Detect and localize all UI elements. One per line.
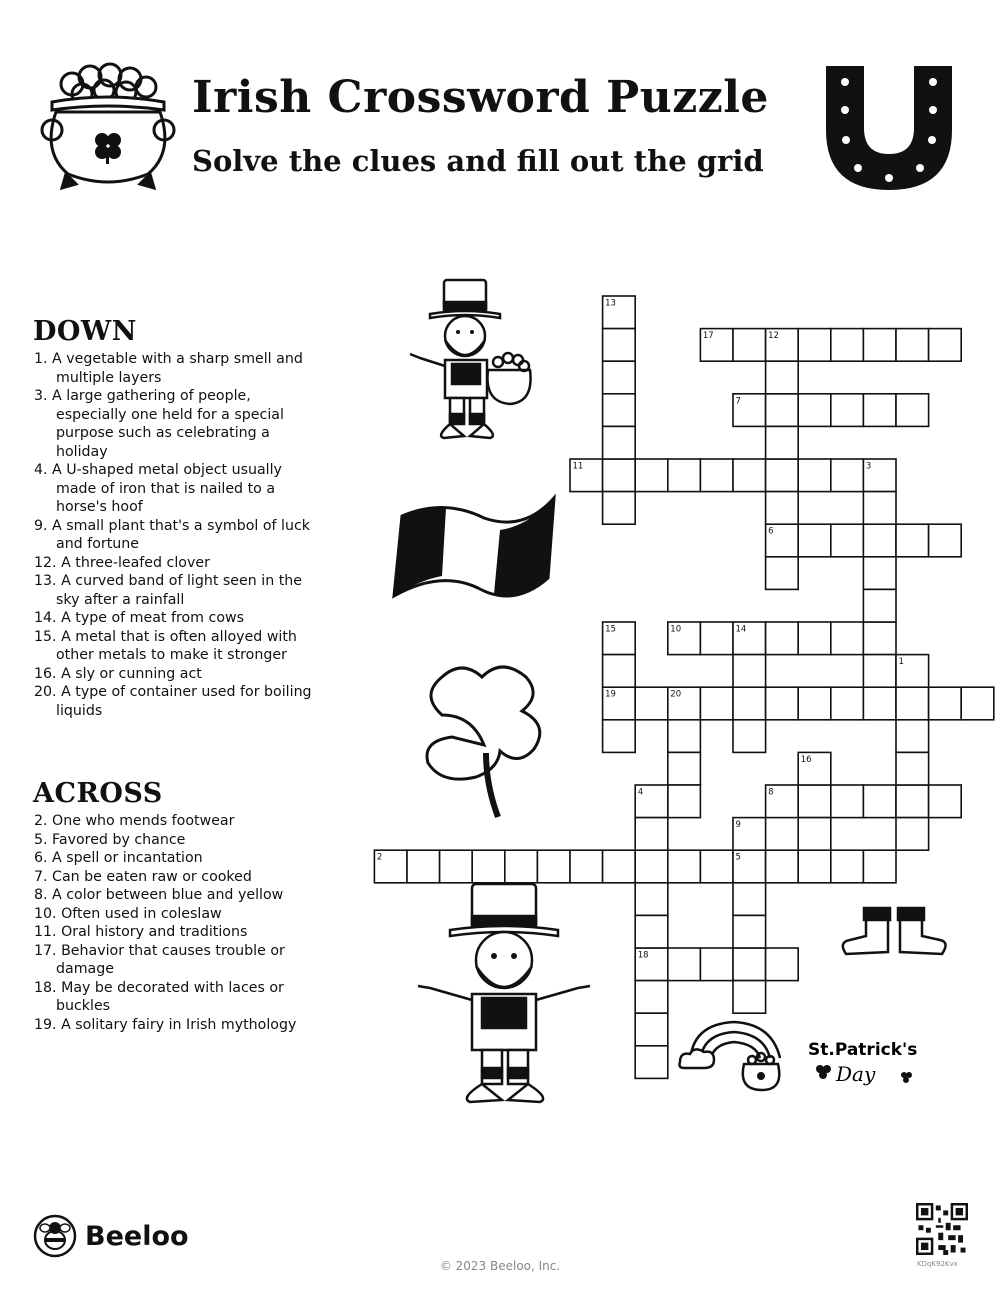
grid-cell[interactable] xyxy=(896,818,929,851)
grid-cell[interactable] xyxy=(668,752,701,785)
down-clue: 14. A type of meat from cows xyxy=(34,610,244,626)
grid-cell[interactable] xyxy=(668,687,701,720)
bee-logo-icon xyxy=(33,1214,77,1258)
clue-number: 7 xyxy=(735,396,741,407)
grid-cell[interactable] xyxy=(700,622,733,655)
grid-cell[interactable] xyxy=(733,687,766,720)
st-patricks-day-sticker xyxy=(806,1033,926,1089)
grid-cell[interactable] xyxy=(603,394,636,427)
grid-cell[interactable] xyxy=(929,785,962,818)
grid-cell[interactable] xyxy=(831,394,864,427)
grid-cell[interactable] xyxy=(863,492,896,525)
clue-number: 10 xyxy=(670,624,682,635)
grid-cell[interactable] xyxy=(896,720,929,753)
copyright: © 2023 Beeloo, Inc. xyxy=(439,1259,561,1273)
grid-cell[interactable] xyxy=(603,850,636,883)
grid-cell[interactable] xyxy=(603,329,636,362)
grid-cell[interactable] xyxy=(505,850,538,883)
grid-cell[interactable] xyxy=(896,655,929,688)
grid-cell[interactable] xyxy=(766,557,799,590)
clue-number: 11 xyxy=(572,461,584,472)
grid-cell[interactable] xyxy=(863,557,896,590)
grid-cell[interactable] xyxy=(863,524,896,557)
grid-cell[interactable] xyxy=(766,785,799,818)
grid-cell[interactable] xyxy=(635,883,668,916)
grid-cell[interactable] xyxy=(831,785,864,818)
clue-number: 14 xyxy=(735,624,747,635)
grid-cell[interactable] xyxy=(863,394,896,427)
grid-cell[interactable] xyxy=(896,785,929,818)
grid-cell[interactable] xyxy=(635,915,668,948)
grid-cell[interactable] xyxy=(766,850,799,883)
grid-cell[interactable] xyxy=(766,524,799,557)
grid-cell[interactable] xyxy=(700,687,733,720)
across-clue: 8. A color between blue and yellow xyxy=(34,887,284,903)
across-clue: 2. One who mends footwear xyxy=(34,813,235,829)
grid-cell[interactable] xyxy=(766,329,799,362)
grid-cell[interactable] xyxy=(766,459,799,492)
down-heading: DOWN xyxy=(33,316,137,347)
grid-cell[interactable] xyxy=(863,655,896,688)
down-clue: 15. A metal that is often alloyed with other metals to make it stronger xyxy=(34,628,297,663)
grid-cell[interactable] xyxy=(668,459,701,492)
grid-cell[interactable] xyxy=(603,655,636,688)
grid-cell[interactable] xyxy=(863,850,896,883)
grid-cell[interactable] xyxy=(766,426,799,459)
grid-cell[interactable] xyxy=(798,818,831,851)
down-clue: 20. A type of container used for boiling liquids xyxy=(34,684,312,719)
grid-cell[interactable] xyxy=(766,361,799,394)
grid-cell[interactable] xyxy=(831,850,864,883)
grid-cell[interactable] xyxy=(831,459,864,492)
clue-number: 13 xyxy=(605,298,616,309)
clue-number: 15 xyxy=(605,624,616,635)
grid-cell[interactable] xyxy=(733,981,766,1014)
grid-cell[interactable] xyxy=(863,589,896,622)
clue-number: 16 xyxy=(800,754,812,765)
grid-cell[interactable] xyxy=(896,687,929,720)
grid-cell[interactable] xyxy=(766,948,799,981)
grid-cell[interactable] xyxy=(733,883,766,916)
grid-cell[interactable] xyxy=(798,622,831,655)
clue-number: 12 xyxy=(768,331,779,342)
across-clue: 5. Favored by chance xyxy=(34,831,186,848)
grid-cell[interactable] xyxy=(603,296,636,329)
leprechaun-icon xyxy=(410,878,600,1108)
brand-name: Beeloo xyxy=(85,1220,189,1252)
across-clue: 18. May be decorated with laces or buckles xyxy=(34,979,284,1014)
grid-cell[interactable] xyxy=(961,687,994,720)
across-heading: ACROSS xyxy=(33,778,163,809)
grid-cell[interactable] xyxy=(766,492,799,525)
grid-cell[interactable] xyxy=(798,850,831,883)
down-clue: 4. A U-shaped metal object usually made of iron that is nailed to a horse's hoof xyxy=(34,462,282,515)
grid-cell[interactable] xyxy=(733,915,766,948)
leprechaun-with-pot-icon xyxy=(400,274,550,449)
clue-number: 6 xyxy=(768,526,774,537)
grid-cell[interactable] xyxy=(603,687,636,720)
down-clue: 13. A curved band of light seen in the sky after a rainfall xyxy=(34,573,302,608)
clue-number: 18 xyxy=(637,950,649,961)
pot-of-gold-icon xyxy=(38,62,178,194)
grid-cell[interactable] xyxy=(896,752,929,785)
grid-cell[interactable] xyxy=(635,850,668,883)
irish-flag-icon xyxy=(384,492,560,608)
grid-cell[interactable] xyxy=(896,394,929,427)
grid-cell[interactable] xyxy=(537,850,570,883)
clue-number: 8 xyxy=(768,787,774,798)
across-clue: 7. Can be eaten raw or cooked xyxy=(34,868,252,885)
down-clue: 1. A vegetable with a sharp smell and multiple layers xyxy=(34,351,303,386)
grid-cell[interactable] xyxy=(668,948,701,981)
grid-cell[interactable] xyxy=(733,720,766,753)
grid-cell[interactable] xyxy=(733,459,766,492)
across-clue: 6. A spell or incantation xyxy=(34,850,203,866)
grid-cell[interactable] xyxy=(407,850,440,883)
grid-cell[interactable] xyxy=(635,459,668,492)
grid-cell[interactable] xyxy=(635,1046,668,1079)
grid-cell[interactable] xyxy=(570,459,603,492)
grid-cell[interactable] xyxy=(798,752,831,785)
grid-cell[interactable] xyxy=(635,687,668,720)
grid-cell[interactable] xyxy=(700,850,733,883)
grid-cell[interactable] xyxy=(635,785,668,818)
st-patricks-text: St.Patrick's xyxy=(808,1040,918,1060)
grid-cell[interactable] xyxy=(700,948,733,981)
grid-cell[interactable] xyxy=(929,524,962,557)
grid-cell[interactable] xyxy=(733,655,766,688)
grid-cell[interactable] xyxy=(766,622,799,655)
clue-number: 4 xyxy=(637,787,644,798)
grid-cell[interactable] xyxy=(929,687,962,720)
grid-cell[interactable] xyxy=(863,459,896,492)
clue-number: 3 xyxy=(865,461,872,472)
grid-cell[interactable] xyxy=(798,524,831,557)
grid-cell[interactable] xyxy=(831,524,864,557)
rainbow-pot-icon xyxy=(676,1014,796,1094)
page-subtitle: Solve the clues and fill out the grid xyxy=(192,144,764,178)
across-clue: 19. A solitary fairy in Irish mythology xyxy=(34,1016,297,1033)
grid-cell[interactable] xyxy=(766,394,799,427)
horseshoe-icon xyxy=(820,58,958,196)
grid-cell[interactable] xyxy=(831,687,864,720)
grid-cell[interactable] xyxy=(733,394,766,427)
clue-number: 20 xyxy=(670,689,682,700)
grid-cell[interactable] xyxy=(668,785,701,818)
grid-cell[interactable] xyxy=(798,329,831,362)
across-clue: 11. Oral history and traditions xyxy=(34,924,248,940)
grid-cell[interactable] xyxy=(798,459,831,492)
grid-cell[interactable] xyxy=(733,818,766,851)
clue-number: 9 xyxy=(735,820,741,831)
grid-cell[interactable] xyxy=(635,818,668,851)
grid-cell[interactable] xyxy=(733,329,766,362)
grid-cell[interactable] xyxy=(603,720,636,753)
grid-cell[interactable] xyxy=(668,622,701,655)
grid-cell[interactable] xyxy=(896,524,929,557)
clue-number: 5 xyxy=(735,852,741,863)
clue-number: 19 xyxy=(605,689,616,700)
down-clue-list xyxy=(34,350,324,720)
qr-code-icon xyxy=(916,1203,968,1255)
down-clue: 9. A small plant that's a symbol of luck and fortune xyxy=(34,517,310,552)
grid-cell[interactable] xyxy=(863,785,896,818)
page-title: Irish Crossword Puzzle xyxy=(192,72,769,123)
grid-cell[interactable] xyxy=(374,850,407,883)
grid-cell[interactable] xyxy=(635,948,668,981)
grid-cell[interactable] xyxy=(700,459,733,492)
grid-cell[interactable] xyxy=(831,329,864,362)
down-clue: 16. A sly or cunning act xyxy=(34,665,202,682)
clue-number: 17 xyxy=(702,331,714,342)
across-clue: 10. Often used in coleslaw xyxy=(34,905,222,922)
across-clue: 17. Behavior that causes trouble or damage xyxy=(34,942,285,977)
qr-caption: KDqK92Kvx xyxy=(917,1260,958,1268)
shamrock-icon xyxy=(402,655,552,825)
brand xyxy=(33,1214,189,1258)
grid-cell[interactable] xyxy=(635,1013,668,1046)
grid-cell[interactable] xyxy=(603,459,636,492)
grid-cell[interactable] xyxy=(668,850,701,883)
grid-cell[interactable] xyxy=(472,850,505,883)
grid-cell[interactable] xyxy=(603,492,636,525)
down-clue: 12. A three-leafed clover xyxy=(34,554,210,571)
grid-cell[interactable] xyxy=(798,394,831,427)
grid-cell[interactable] xyxy=(603,426,636,459)
grid-cell[interactable] xyxy=(896,329,929,362)
grid-cell[interactable] xyxy=(863,687,896,720)
grid-cell[interactable] xyxy=(668,720,701,753)
day-text: Day xyxy=(836,1062,876,1086)
grid-cell[interactable] xyxy=(570,850,603,883)
grid-cell[interactable] xyxy=(733,948,766,981)
grid-cell[interactable] xyxy=(766,687,799,720)
grid-cell[interactable] xyxy=(733,850,766,883)
clue-number: 1 xyxy=(898,657,904,668)
grid-cell[interactable] xyxy=(831,622,864,655)
grid-cell[interactable] xyxy=(635,981,668,1014)
grid-cell[interactable] xyxy=(440,850,473,883)
grid-cell[interactable] xyxy=(603,361,636,394)
grid-cell[interactable] xyxy=(863,329,896,362)
grid-cell[interactable] xyxy=(798,785,831,818)
across-clue-list xyxy=(34,812,324,1034)
grid-cell[interactable] xyxy=(603,622,636,655)
grid-cell[interactable] xyxy=(700,329,733,362)
boots-icon xyxy=(836,902,952,962)
grid-cell[interactable] xyxy=(798,687,831,720)
grid-cell[interactable] xyxy=(733,622,766,655)
clue-number: 2 xyxy=(376,852,383,863)
grid-cell[interactable] xyxy=(929,329,962,362)
grid-cell[interactable] xyxy=(863,622,896,655)
down-clue: 3. A large gathering of people, especially one held for a special purpose such as celebrating a holiday xyxy=(34,388,284,460)
